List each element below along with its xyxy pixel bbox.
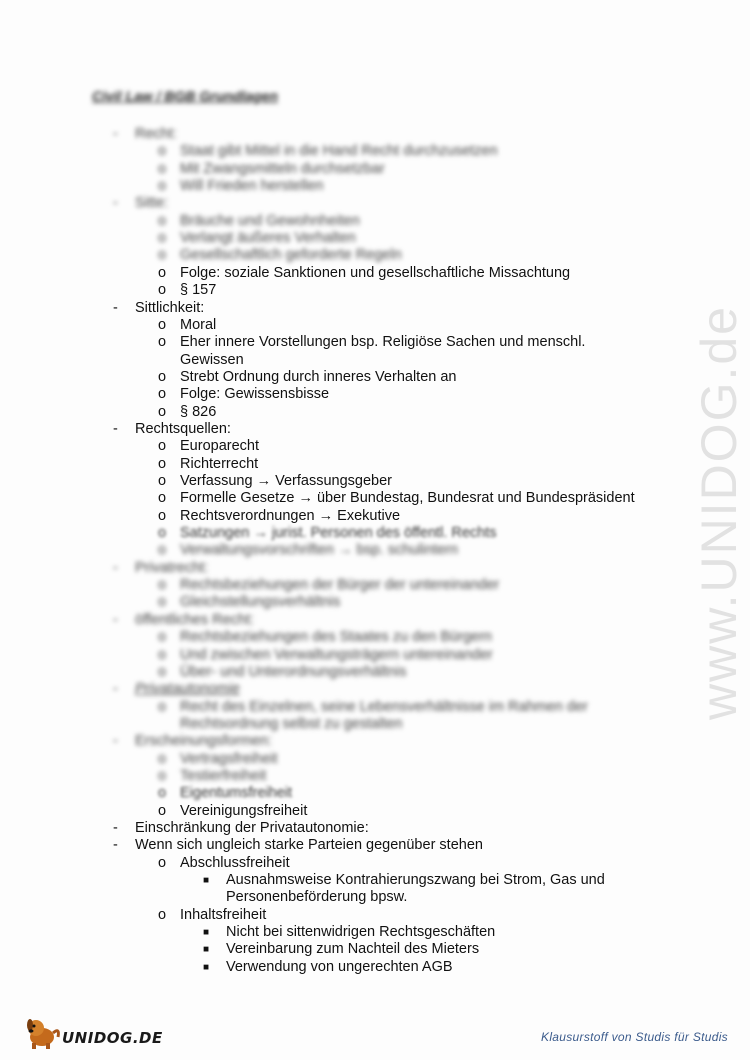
list-bullet: ■ [203, 927, 210, 939]
list-bullet: o [158, 750, 167, 767]
list-bullet: o [158, 143, 167, 160]
list-bullet: o [158, 282, 167, 299]
list-bullet: - [113, 420, 118, 437]
list-item-text: Über- und Unterordnungsverhältnis [180, 663, 407, 680]
list-item-text: Vereinigungsfreiheit [180, 802, 308, 819]
list-bullet: - [113, 195, 118, 212]
list-bullet: o [158, 802, 167, 819]
list-bullet: - [113, 733, 118, 750]
list-bullet: o [158, 212, 167, 229]
list-item-text: Eigentumsfreiheit [180, 785, 293, 802]
list-bullet: - [113, 681, 118, 698]
list-item-text: Privatrecht: [135, 559, 209, 576]
list-item-text: Personenbeförderung bpsw. [226, 889, 408, 906]
list-item-text: Verwendung von ungerechten AGB [226, 958, 453, 975]
list-bullet: o [158, 525, 167, 542]
list-bullet: o [158, 577, 167, 594]
list-bullet: o [158, 455, 167, 472]
list-item-text: Privatautonomie [135, 681, 240, 698]
list-item-text: Folge: Gewissensbisse [180, 386, 330, 403]
list-item-text: Gewissen [180, 351, 244, 368]
list-bullet: o [158, 160, 167, 177]
list-bullet: o [158, 490, 167, 507]
list-item-text: Einschränkung der Privatautonomie: [135, 820, 369, 836]
list-bullet: ■ [203, 944, 210, 956]
list-item-text: Erscheinungsformen: [135, 733, 273, 750]
list-item-text: Sitte: [135, 195, 169, 212]
list-item-text: Formelle Gesetze → über Bundestag, Bundesrat und Bundespräsident [180, 490, 635, 507]
list-item-text: Inhaltsfreiheit [180, 906, 267, 923]
list-bullet: - [113, 837, 118, 854]
list-bullet: o [158, 542, 167, 559]
list-bullet: - [113, 820, 118, 836]
list-bullet: o [158, 316, 167, 333]
list-item-text: Vereinbarung zum Nachteil des Mieters [226, 941, 480, 958]
list-item-text: Abschlussfreiheit [180, 854, 290, 871]
list-item-text: Satzungen → jurist. Personen des öffentl. Rechts [180, 525, 497, 542]
dog-icon [22, 1015, 62, 1051]
footer-tagline: Klausurstoff von Studis für Studis [541, 1030, 728, 1044]
list-item-text: Eher innere Vorstellungen bsp. Religiöse Sachen und menschl. [180, 334, 586, 351]
list-bullet: o [158, 368, 167, 385]
list-bullet: o [158, 767, 167, 784]
list-bullet: ■ [203, 961, 210, 973]
list-item-text: Rechtsordnung selbst zu gestalten [180, 715, 403, 732]
list-bullet: o [158, 386, 167, 403]
list-bullet: o [158, 438, 167, 455]
list-item-text: Richterrecht [180, 455, 259, 472]
list-bullet: o [158, 785, 167, 802]
list-bullet: o [158, 629, 167, 646]
list-item-text: Staat gibt Mittel in die Hand Recht durchzusetzen [180, 143, 498, 160]
list-item-text: Ausnahmsweise Kontrahierungszwang bei Strom, Gas und [226, 872, 605, 889]
list-item-text: Will Frieden herstellen [180, 178, 324, 195]
list-item-text: Folge: soziale Sanktionen und gesellschaftliche Missachtung [180, 264, 571, 281]
list-bullet: o [158, 646, 167, 663]
list-item-text: Recht: [135, 126, 177, 142]
list-item-text: Rechtsquellen: [135, 420, 231, 437]
list-item-text: Testierfreiheit [180, 767, 267, 784]
list-item-text: Gleichstellungsverhältnis [180, 594, 341, 611]
list-item-text: Vertragsfreiheit [180, 750, 278, 767]
list-item-text: Nicht bei sittenwidrigen Rechtsgeschäften [226, 924, 496, 941]
list-bullet: o [158, 698, 167, 715]
list-bullet: o [158, 264, 167, 281]
list-bullet: o [158, 403, 167, 420]
document-title: Civil Law / BGB Grundlagen [92, 88, 278, 104]
list-item-text: Gesellschaftlich geforderte Regeln [180, 247, 402, 264]
list-item-text: Wenn sich ungleich starke Parteien gegenüber stehen [135, 837, 483, 854]
list-item-text: Europarecht [180, 438, 259, 455]
list-item-text: Sittlichkeit: [135, 299, 205, 316]
list-item-text: Rechtsbeziehungen der Bürger der untereinander [180, 577, 500, 594]
list-item-text: Mit Zwangsmitteln durchsetzbar [180, 160, 385, 177]
list-bullet: - [113, 299, 118, 316]
list-item-text: Verlangt äußeres Verhalten [180, 230, 356, 247]
list-bullet: o [158, 334, 167, 351]
list-bullet: o [158, 247, 167, 264]
list-item-text: Bräuche und Gewohnheiten [180, 212, 360, 229]
list-bullet: o [158, 230, 167, 247]
list-item-text: § 157 [180, 282, 217, 299]
list-item-text: Moral [180, 316, 217, 333]
list-bullet: - [113, 611, 118, 628]
list-bullet: o [158, 507, 167, 524]
logo-text: UNIDOG.DE [62, 1029, 163, 1047]
footer-logo [22, 1015, 162, 1051]
list-item-text: Rechtsbeziehungen des Staates zu den Bürgern [180, 629, 492, 646]
list-item-text: Recht des Einzelnen, seine Lebensverhältnisse im Rahmen der [180, 698, 588, 715]
list-bullet: o [158, 178, 167, 195]
list-item-text: Verwaltungsvorschriften → bsp. schulintern [180, 542, 459, 559]
list-bullet: o [158, 473, 167, 489]
list-item-text: öffentliches Recht: [135, 611, 255, 628]
list-bullet: - [113, 126, 118, 142]
list-item-text: Strebt Ordnung durch inneres Verhalten an [180, 368, 457, 385]
list-bullet: o [158, 663, 167, 680]
watermark-text: www.UNIDOG.de [691, 305, 747, 720]
list-item-text: Verfassung → Verfassungsgeber [180, 473, 392, 489]
list-bullet: ■ [203, 875, 210, 887]
list-item-text: Und zwischen Verwaltungsträgern untereinander [180, 646, 493, 663]
list-bullet: o [158, 594, 167, 611]
list-bullet: o [158, 854, 167, 871]
list-item-text: § 826 [180, 403, 217, 420]
list-bullet: - [113, 559, 118, 576]
list-item-text: Rechtsverordnungen → Exekutive [180, 507, 401, 524]
list-bullet: o [158, 906, 167, 923]
